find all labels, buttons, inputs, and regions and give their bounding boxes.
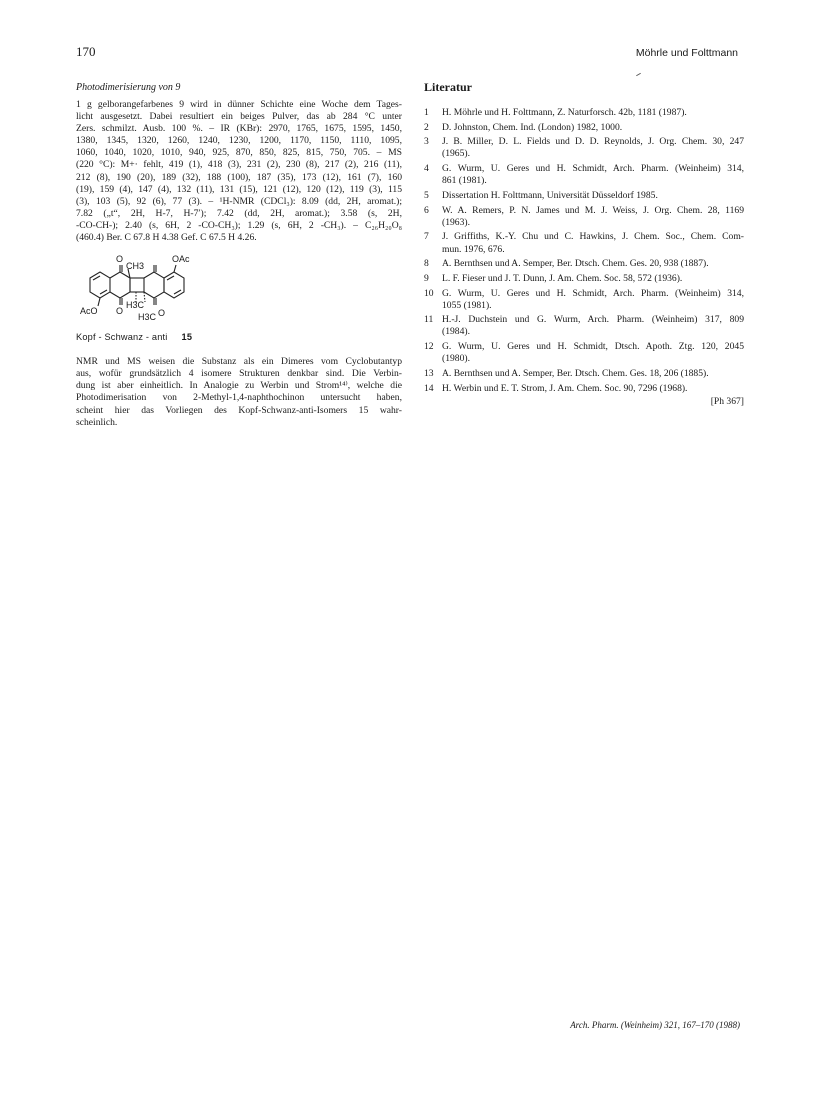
reference-text (442, 205, 744, 229)
acetoxy-label-top: OAc (172, 254, 190, 265)
reference-text (442, 231, 744, 255)
text-line: H.-J. Duchstein und G. Wurm, Arch. Pharm. (Weinheim) 317, 809 (442, 314, 744, 326)
structure-figure (76, 256, 246, 326)
text-line: H. Werbin und E. T. Strom, J. Am. Chem. Soc. 90, 7296 (1968). (442, 382, 688, 394)
reference-text (442, 190, 744, 202)
text-line: G. Wurm, U. Geres und H. Schmidt, Arch. Pharm. (Weinheim) 314, (442, 287, 744, 299)
reference-number: 12 (424, 341, 434, 353)
reference-item (424, 288, 744, 312)
text-line: scheinlich. (76, 416, 118, 428)
text-line: NMR und MS weisen die Substanz als ein Dimeres vom Cyclobutantyp (76, 356, 402, 368)
reference-number: 9 (424, 272, 429, 284)
text-line: aus, wofür grundsätzlich 4 isomere Strukturen denkbar sind. Die Verbin- (76, 368, 402, 380)
text-line: 7.82 („t“, 2H, H-7, H-7′); 7.42 (dd, 2H, aromat.); 3.58 (s, 2H, (76, 207, 402, 219)
reference-number: 2 (424, 121, 429, 133)
reference-number: 8 (424, 258, 429, 270)
section-title: Photodimerisierung von 9 (76, 82, 181, 93)
reference-number: 11 (424, 314, 434, 326)
text-line: (19), 159 (4), 147 (4), 132 (11), 131 (15), 121 (12), 120 (12), 119 (3), 115 (76, 183, 402, 195)
carbonyl-o-label: O (116, 254, 124, 265)
reference-item (424, 314, 744, 338)
text-line: G. Wurm, U. Geres und H. Schmidt, Arch. Pharm. (Weinheim) 314, (442, 163, 744, 175)
reference-text (442, 288, 744, 312)
reference-item (424, 136, 744, 160)
reference-item (424, 368, 744, 380)
text-line: A. Bernthsen und A. Semper, Ber. Dtsch. Chem. Ges. 20, 938 (1887). (442, 258, 709, 270)
text-line: (220 °C): M+· fehlt, 419 (1), 418 (3), 231 (2), 230 (8), 217 (2), 216 (11), (76, 159, 402, 171)
caption-text: Kopf - Schwanz - anti (76, 332, 168, 343)
reference-number: 4 (424, 163, 429, 175)
text-line: A. Bernthsen und A. Semper, Ber. Dtsch. Chem. Ges. 18, 206 (1885). (442, 367, 709, 379)
text-line: (460.4) Ber. C 67.8 H 4.38 Gef. C 67.5 H 4.26. (76, 232, 257, 244)
text-line: D. Johnston, Chem. Ind. (London) 1982, 1000. (442, 121, 623, 133)
reference-item (424, 341, 744, 365)
text-line: scheint hier das Vorliegen des Kopf-Schwanz-anti-Isomers 15 wahr- (76, 404, 402, 416)
reference-item (424, 273, 744, 285)
reference-text (442, 273, 744, 285)
reference-number: 10 (424, 287, 434, 299)
manuscript-code: [Ph 367] (710, 396, 744, 408)
text-line: (3), 103 (5), 92 (6), 77 (3). – ¹H-NMR (CDCl₃): 8.09 (dd, 2H, aromat.); (76, 195, 402, 207)
figure-caption (76, 332, 402, 342)
reference-text (442, 107, 744, 119)
text-line: (1984). (442, 326, 470, 338)
reference-item (424, 122, 744, 134)
reference-number: 1 (424, 107, 429, 118)
text-line: 1060, 1040, 1020, 1010, 940, 925, 870, 850, 825, 815, 750, 705. – MS (76, 147, 402, 159)
reference-text (442, 258, 744, 270)
text-line: H. Möhrle und H. Folttmann, Z. Naturforsch. 42b, 1181 (1987). (442, 107, 687, 118)
reference-number: 14 (424, 382, 434, 394)
methyl-label-mid: H3C (126, 300, 145, 311)
text-line: -CO-CH-); 2.40 (s, 6H, 2 -CO-CH₃); 1.29 (s, 6H, 2 -CH₃). – C₂₆H₂₀O₈ (76, 219, 402, 231)
text-line: 1 g gelborangefarbenes 9 wird in dünner Schichte eine Woche dem Tages- (76, 99, 402, 110)
text-line: 212 (8), 190 (20), 189 (32), 188 (100), 187 (35), 173 (12), 161 (7), 160 (76, 171, 402, 183)
reference-item (424, 383, 744, 395)
reference-item (424, 205, 744, 229)
reference-number: 7 (424, 231, 429, 243)
text-line: G. Wurm, U. Geres und H. Schmidt, Dtsch. Apoth. Ztg. 120, 2045 (442, 341, 744, 353)
reference-number: 6 (424, 204, 429, 216)
experimental-paragraph (76, 99, 402, 244)
reference-number: 13 (424, 367, 434, 379)
text-line: licht ausgesetzt. Dabei resultiert ein beiges Pulver, das ab 284 °C unter (76, 111, 402, 123)
carbonyl-o-label-bottom: O (116, 306, 124, 317)
reference-list (424, 107, 744, 395)
methyl-label-top: CH3 (126, 261, 145, 272)
reference-item (424, 163, 744, 187)
reference-text (442, 136, 744, 160)
text-line: W. A. Remers, P. N. James und M. J. Weiss, J. Org. Chem. 28, 1169 (442, 204, 744, 216)
text-line: 1380, 1345, 1320, 1260, 1240, 1230, 1200, 1170, 1150, 1110, 1095, (76, 135, 402, 147)
reference-item (424, 107, 744, 119)
text-line: (1965). (442, 148, 470, 160)
text-line: L. F. Fieser und J. T. Dunn, J. Am. Chem. Soc. 58, 572 (1936). (442, 272, 683, 284)
reference-number: 3 (424, 136, 429, 148)
journal-footer: Arch. Pharm. (Weinheim) 321, 167–170 (1988) (570, 1020, 740, 1030)
text-line: (1963). (442, 216, 470, 228)
right-column (424, 80, 744, 407)
reference-text (442, 314, 744, 338)
reference-number: 5 (424, 189, 429, 201)
reference-text (442, 368, 744, 380)
carbonyl-o-label-right: O (158, 308, 166, 319)
reference-text (442, 122, 744, 134)
text-line: 861 (1981). (442, 175, 487, 187)
text-line: Dissertation H. Folttmann, Universität Düsseldorf 1985. (442, 189, 658, 201)
text-line: dung ist aber einheitlich. In Analogie zu Werbin und Strom¹⁴⁾, welche die (76, 380, 402, 392)
text-line: J. Griffiths, K.-Y. Chu und C. Hawkins, J. Chem. Soc., Chem. Com- (442, 231, 744, 243)
reference-item (424, 231, 744, 255)
references-heading: Literatur (424, 80, 472, 94)
methyl-label-bottom: H3C (138, 312, 157, 323)
discussion-paragraph (76, 356, 402, 429)
scan-mark (636, 73, 641, 76)
reference-text (442, 383, 744, 395)
text-line: Photodimerisation von 2-Methyl-1,4-naphthochinon untersucht haben, (76, 392, 402, 404)
text-line: (1980). (442, 353, 470, 365)
reference-text (442, 341, 744, 365)
compound-number: 15 (181, 332, 193, 343)
text-line: 1055 (1981). (442, 299, 492, 311)
left-column (76, 82, 402, 429)
reference-item (424, 190, 744, 202)
reference-text (442, 163, 744, 187)
running-head: Möhrle und Folttmann (635, 47, 738, 59)
reference-item (424, 258, 744, 270)
text-line: Zers. schmilzt. Ausb. 100 %. – IR (KBr): 2970, 1765, 1675, 1595, 1450, (76, 123, 402, 135)
acetoxy-label-bottom: AcO (80, 306, 98, 317)
page-number: 170 (76, 44, 96, 59)
text-line: J. B. Miller, D. L. Fields und D. D. Reynolds, J. Org. Chem. 30, 247 (442, 136, 744, 148)
text-line: mun. 1976, 676. (442, 243, 505, 255)
